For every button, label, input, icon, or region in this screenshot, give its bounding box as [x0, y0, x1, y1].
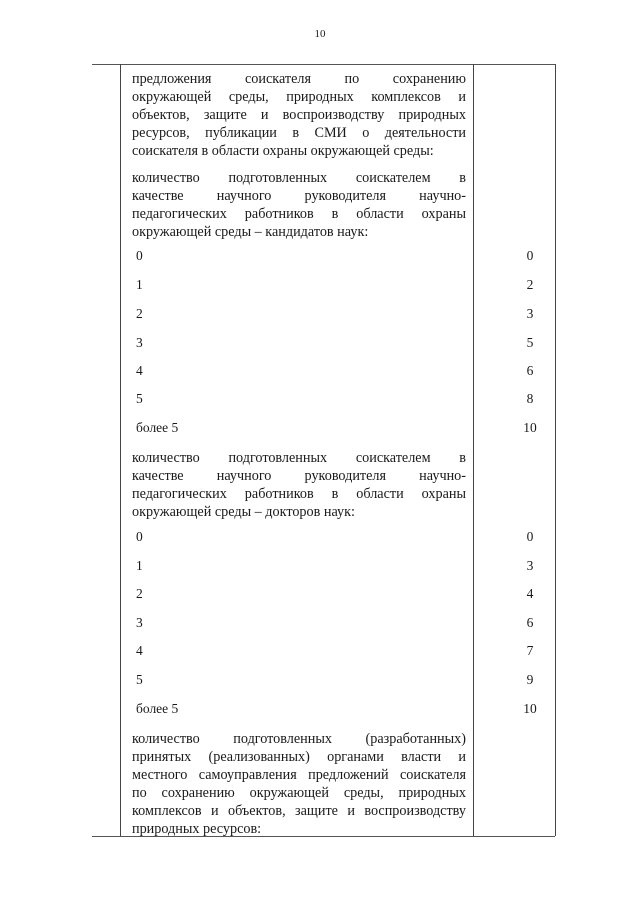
doctors-row-score: 9 [526, 672, 534, 687]
text-line: объектов, защите и воспроизводству природных [132, 107, 466, 123]
text-line: природных ресурсов: [132, 821, 262, 837]
doctors-row-score: 7 [526, 643, 534, 658]
candidates-row-score: 2 [526, 277, 534, 292]
text-line: соискателя в области охраны окружающей среды: [132, 143, 434, 159]
candidates-row-label: 3 [136, 335, 143, 350]
candidates-row-score: 0 [526, 248, 534, 263]
candidates-row-score: 6 [526, 363, 534, 378]
doctors-row-label: 5 [136, 672, 143, 687]
doctors-row-score: 10 [523, 701, 537, 716]
text-line: предложения соискателя по сохранению [132, 71, 466, 87]
doctors-row-label: 2 [136, 586, 143, 601]
doctors-row-score: 4 [526, 586, 534, 601]
text-line: качестве научного руководителя научно- [132, 188, 466, 204]
text-line: окружающей среды, природных комплексов и [132, 89, 466, 105]
doctors-row-label: 4 [136, 643, 143, 658]
text-line: количество подготовленных (разработанных) [132, 731, 466, 747]
text-line: количество подготовленных соискателем в [132, 450, 466, 466]
doctors-row-label: 0 [136, 529, 143, 544]
doctors-row-label: 3 [136, 615, 143, 630]
table-column-border-left [120, 64, 121, 836]
doctors-row-score: 3 [526, 558, 534, 573]
text-line: качестве научного руководителя научно- [132, 468, 466, 484]
candidates-row-score: 8 [526, 391, 534, 406]
candidates-row-label: 4 [136, 363, 143, 378]
text-line: местного самоуправления предложений соискателя [132, 767, 466, 783]
page-number: 10 [314, 28, 326, 40]
candidates-row-label: 5 [136, 391, 143, 406]
text-line: ресурсов, публикации в СМИ о деятельности [132, 125, 466, 141]
doctors-row-label: более 5 [136, 701, 179, 716]
candidates-row-label: более 5 [136, 420, 179, 435]
doctors-row-score: 0 [526, 529, 534, 544]
candidates-row-label: 0 [136, 248, 143, 263]
text-line: педагогических работников в области охраны [132, 206, 466, 222]
text-line: принятых (реализованных) органами власти и [132, 749, 466, 765]
candidates-row-score: 5 [526, 335, 534, 350]
candidates-row-score: 10 [523, 420, 537, 435]
text-line: окружающей среды – докторов наук: [132, 504, 355, 520]
candidates-row-label: 1 [136, 277, 143, 292]
doctors-row-label: 1 [136, 558, 143, 573]
text-line: окружающей среды – кандидатов наук: [132, 224, 369, 240]
table-column-border-right [555, 64, 556, 836]
candidates-row-label: 2 [136, 306, 143, 321]
candidates-heading [132, 169, 466, 241]
table-column-border-middle [473, 64, 474, 836]
text-line: по сохранению окружающей среды, природных [132, 785, 466, 801]
intro-paragraph [132, 70, 466, 160]
text-line: количество подготовленных соискателем в [132, 170, 466, 186]
proposals-heading [132, 730, 466, 838]
text-line: педагогических работников в области охраны [132, 486, 466, 502]
candidates-row-score: 3 [526, 306, 534, 321]
doctors-heading [132, 449, 466, 521]
text-line: комплексов и объектов, защите и воспроизводству [132, 803, 466, 819]
doctors-row-score: 6 [526, 615, 534, 630]
